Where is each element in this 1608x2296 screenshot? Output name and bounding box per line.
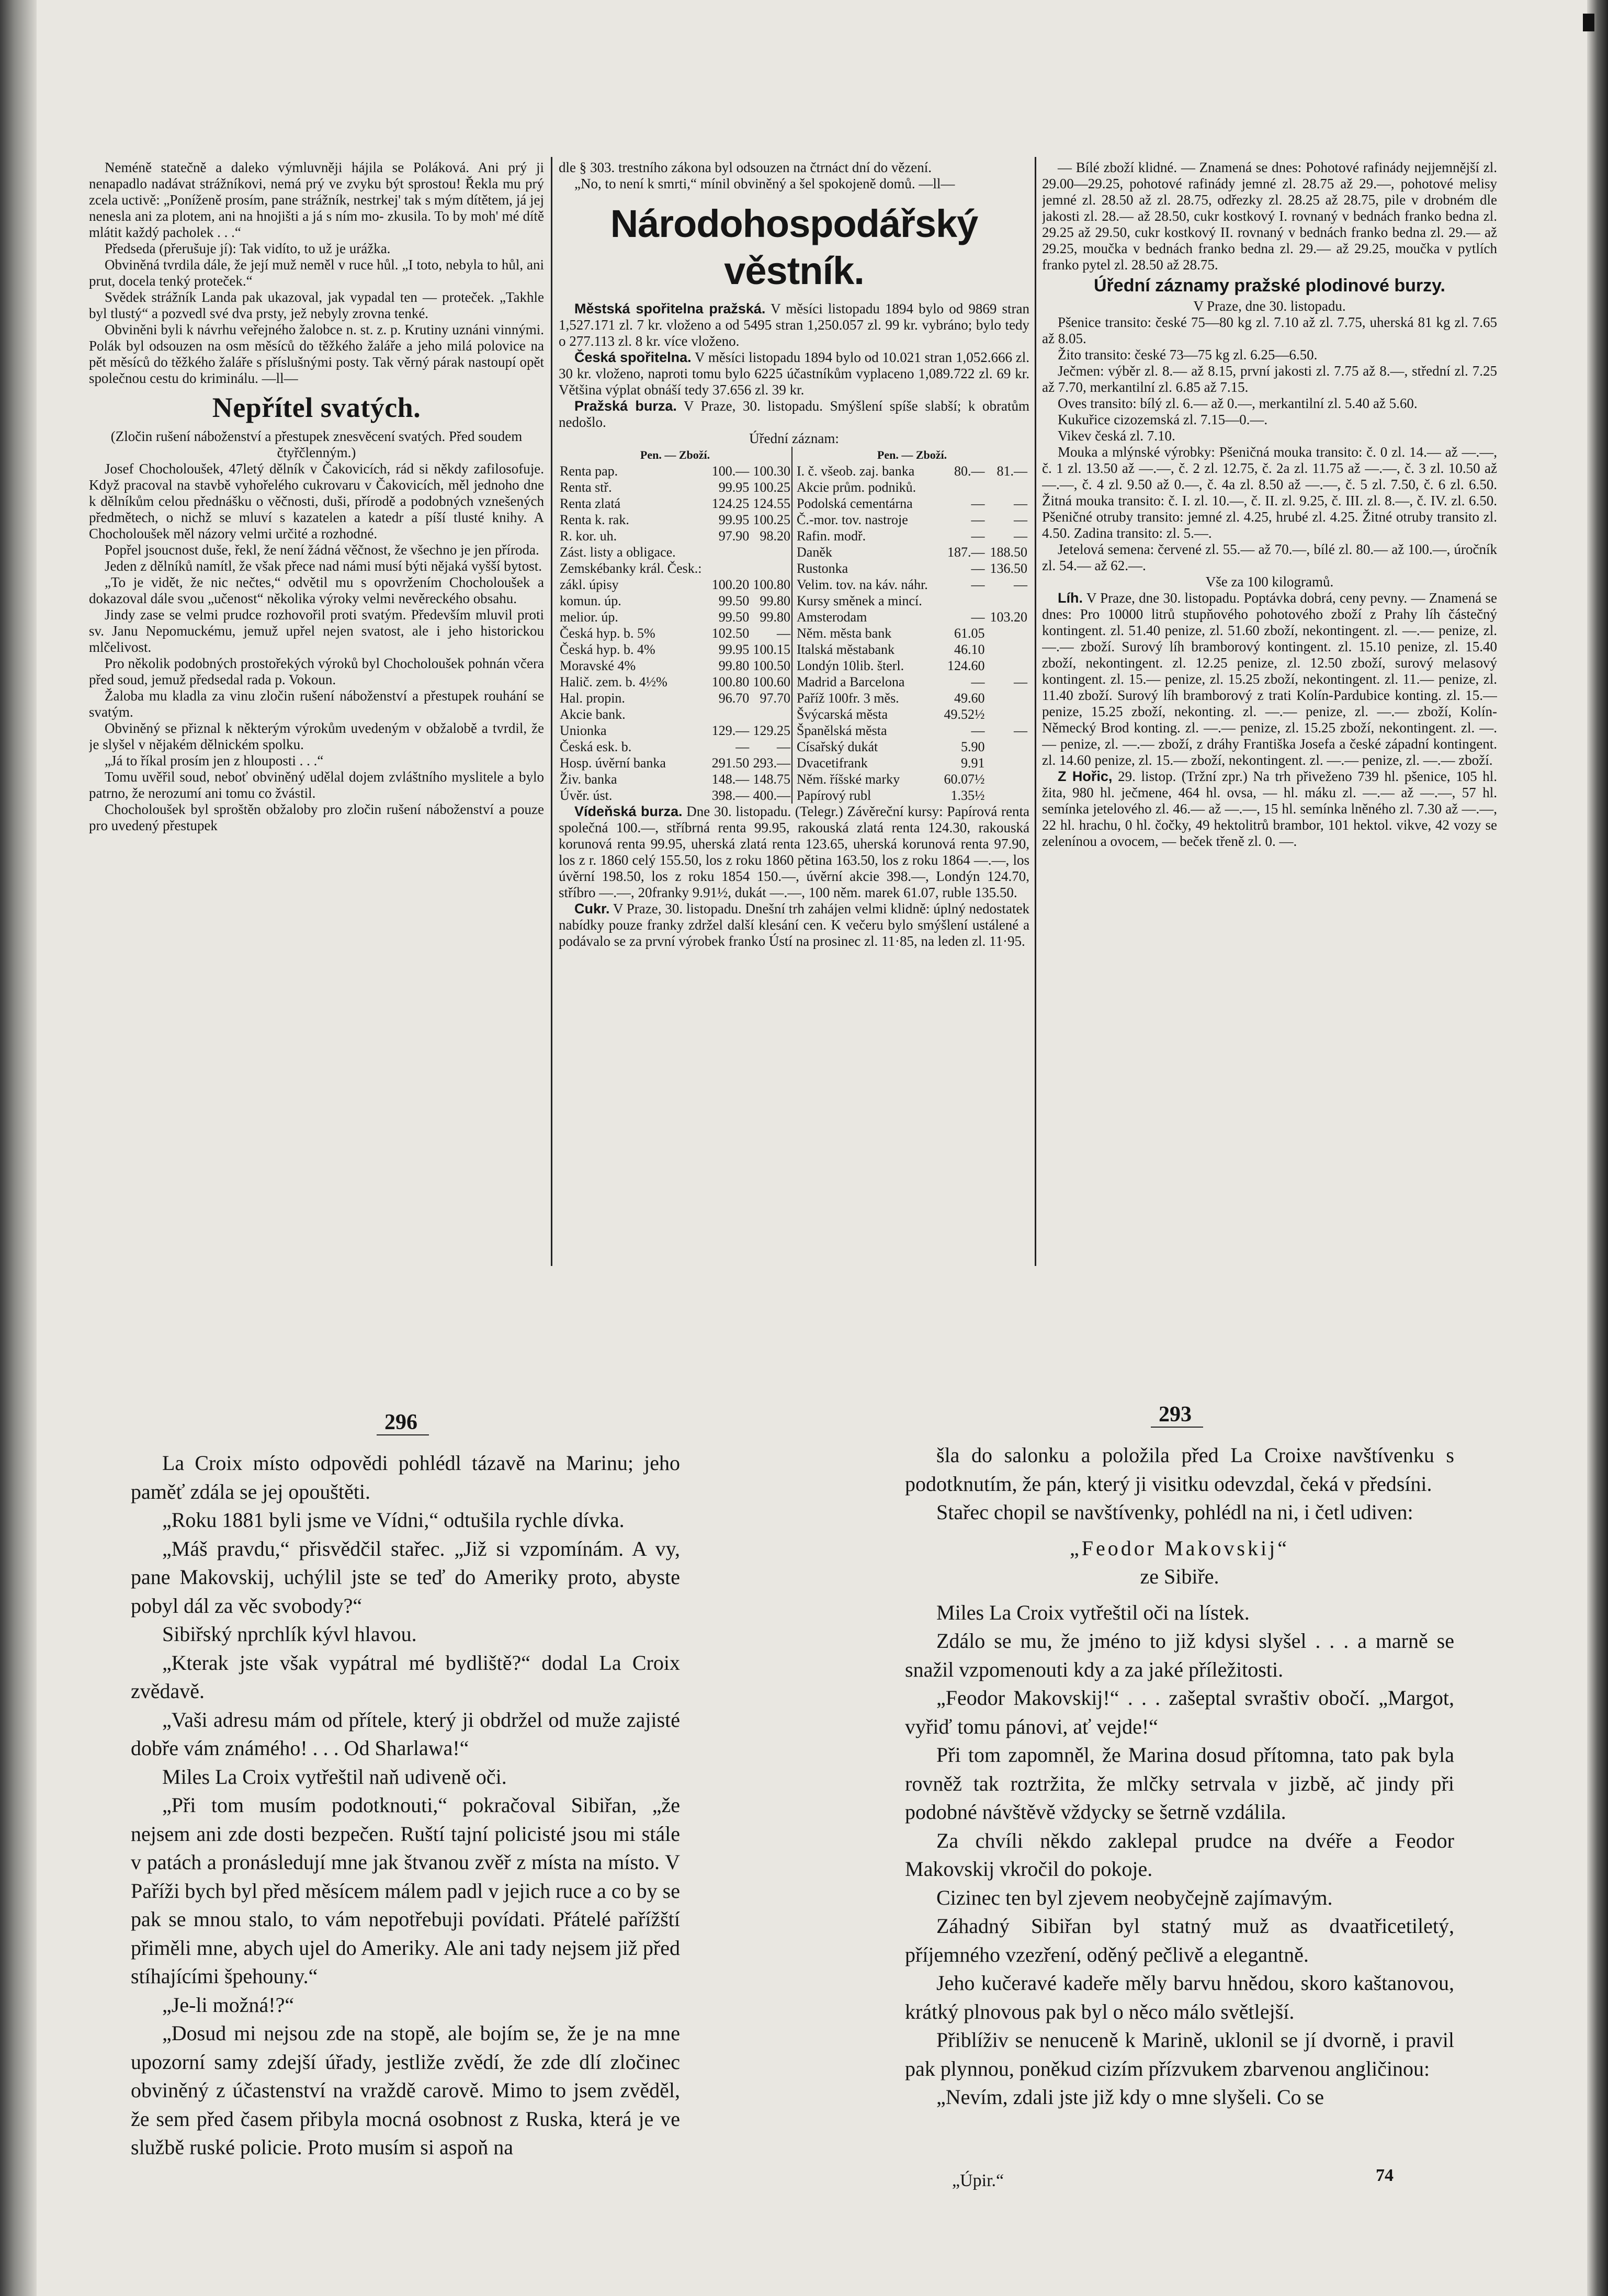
rate-value: 99.80 <box>718 658 750 673</box>
rate-value: 148.75 <box>753 772 790 787</box>
paragraph: Při tom zapomněl, že Marina dosud přítomna, tato pak byla rovněž tak roztržita, že mlčky setrvala v jizbě, ač jindy při podobné návštěvě vždycky se šetrně vzdálila. <box>905 1743 1454 1824</box>
footer-title: „Úpir.“ <box>952 2171 1004 2190</box>
rate-label: Unionka <box>560 723 607 738</box>
rate-row <box>796 512 1028 528</box>
rate-value: 398.— <box>711 788 750 803</box>
footer-signature-number: 74 <box>1376 2166 1394 2185</box>
rate-value <box>986 690 1029 706</box>
rate-value: 100.50 <box>753 658 790 673</box>
subsection-title: Úřední záznamy pražské plodinové burzy. <box>1094 276 1445 296</box>
rate-row <box>796 625 1028 641</box>
visiting-card-origin: ze Sibiře. <box>1140 1565 1219 1588</box>
paragraph: „Feodor Makovskij!“ . . . zašeptal svraštiv obočí. „Margot, vyřiď tomu pánovi, ať vejde!“ <box>905 1686 1454 1738</box>
page-number: 296 <box>384 1410 417 1434</box>
rate-label: Úvěr. úst. <box>560 788 613 803</box>
rate-row <box>559 463 791 479</box>
share-rates-table <box>796 463 1028 804</box>
rate-row <box>796 576 1028 593</box>
rate-row <box>796 739 1028 755</box>
rate-value: 99.95 <box>718 480 750 495</box>
rate-value <box>986 641 1029 658</box>
rate-value <box>986 706 1029 722</box>
rate-value: 9.91 <box>961 755 985 771</box>
page-number-rule <box>377 1434 429 1435</box>
rate-label: I. č. všeob. zaj. banka <box>797 463 915 479</box>
paragraph: „Já to říkal prosím jen z hlouposti . . .“ <box>105 753 324 768</box>
rate-label: Zemskébanky král. Česk.: <box>560 561 702 576</box>
paragraph: dle § 303. trestního zákona byl odsouzen na čtrnáct dní do vězení. <box>559 160 932 175</box>
paragraph: „No, to není k smrti,“ mínil obviněný a šel spokojeně domů. —ll— <box>574 176 955 191</box>
paragraph: Pro několik podobných prostořekých výroků byl Chocholoušek pohnán včera před soud, jemuž předsedal rada p. Vokoun. <box>89 655 544 687</box>
rate-value: 80.— <box>954 463 985 479</box>
rate-value: — <box>777 739 790 754</box>
rate-row <box>559 690 791 706</box>
scan-right-edge <box>1587 0 1608 2296</box>
paragraph: Jindy zase se velmi prudce rozhovořil proti svatým. Především mluvil proti sv. Janu Nepomuckému, jemuž upřel nejen svatost, ale i jeho historickou mlčelivost. <box>89 607 544 655</box>
rate-value: — <box>1014 723 1027 738</box>
rate-row <box>559 528 791 544</box>
paragraph: V Praze, dne 30. listopadu. <box>1193 298 1346 314</box>
rate-label: Daněk <box>797 545 832 560</box>
court-report-column <box>89 160 544 1284</box>
rate-value: 97.90 <box>718 528 750 544</box>
subsection-title: Vídeňská burza. <box>574 804 683 819</box>
subsection-title: Česká spořitelna. <box>574 349 692 365</box>
rate-label: Madrid a Barcelona <box>797 674 905 689</box>
paragraph: „Je-li možná!?“ <box>162 1993 295 2017</box>
rate-row <box>559 609 791 625</box>
paragraph: Neméně statečně a daleko výmluvněji hájila se Poláková. Ani prý ji nenapadlo nadávat strážníkovi, nemá prý ve zvyku být sprostou! Řekla mu prý zcela uctivě: „Poníženě prosím, pane strážník, nestrkej' tak s mým dítětem, já jej nenesla ani za plotem, ani na hnojišti a já s ním mo- zkusila. To by moh' mé dítě mlátit každý pacholek . . .“ <box>89 160 544 240</box>
subsection-title: Městská spořitelna pražská. <box>574 301 766 316</box>
section-title: Národohospodářský věstník. <box>610 202 978 292</box>
rate-row <box>796 674 1028 690</box>
rate-value: 81.— <box>996 463 1027 479</box>
rate-value: 124.25 <box>711 496 750 511</box>
rate-label: Česká hyp. b. 5% <box>560 626 655 641</box>
rate-value: 61.05 <box>954 626 985 641</box>
rate-value: — <box>971 561 985 576</box>
rate-label: Rustonka <box>797 561 848 576</box>
rate-value: 129.25 <box>753 723 790 738</box>
rate-row <box>796 609 1028 625</box>
article-heading: Nepřítel svatých. <box>212 392 421 423</box>
rate-value: 49.52½ <box>944 707 985 722</box>
paragraph: „Roku 1881 byli jsme ve Vídni,“ odtušila rychle dívka. <box>162 1508 625 1532</box>
rate-row <box>796 706 1028 722</box>
rate-label: Moravské 4% <box>560 658 636 673</box>
rate-value <box>986 593 1029 609</box>
rate-label: Česká esk. b. <box>560 739 632 754</box>
rate-row <box>559 771 791 787</box>
rate-value: — <box>1014 674 1027 689</box>
rate-value <box>709 544 750 560</box>
paragraph: Kukuřice cizozemská zl. 7.15—0.—. <box>1058 412 1268 427</box>
rate-row <box>559 512 791 528</box>
paragraph: Za chvíli někdo zaklepal prudce na dvéře a Feodor Makovskij vkročil do pokoje. <box>905 1828 1454 1881</box>
rate-row <box>559 576 791 593</box>
rate-value: — <box>1014 512 1027 527</box>
rate-value: — <box>971 609 985 625</box>
rate-label: Kursy směnek a mincí. <box>797 593 922 608</box>
table-column-header: Pen. — Zboží. <box>640 448 710 461</box>
table-column-header: Pen. — Zboží. <box>877 448 947 461</box>
rate-value <box>750 706 791 722</box>
rate-label: komun. úp. <box>560 593 621 608</box>
rate-label: Papírový rubl <box>797 788 871 803</box>
subsection-title: Cukr. <box>574 901 610 917</box>
paragraph: Přiblíživ se nenuceně k Marině, uklonil se jí dvorně, i pravil pak plynnou, poněkud cizím přízvukem zbarvenou angličinou: <box>905 2028 1454 2080</box>
paragraph: — Bílé zboží klidné. — Znamená se dnes: Pohotové rafinády nejjemnější zl. 29.00—29.25, pohotové rafinády jemné zl. 28.75 až 29.—, pohotové melisy jemné zl. 28.50 až zl. 28.75, odřezky zl. 28.25 až 28.75, pile v drobném dle jakosti zl. 28.— až 28.50, cukr kostkový I. rovnaný v bednách franko bedna zl. 29.25 až 29.50, cukr kostkový II. rovnaný v bednách franko bedna zl. 29.— až 29.25, moučka v bednách franko bedna zl. 29.— až 29.25, moučka v pytlích franko pytel zl. 28.50 až 28.75. <box>1042 160 1497 273</box>
paragraph: Obviněná tvrdila dále, že její muž neměl v ruce hůl. „I toto, nebyla to hůl, ani prut, docela tenký proteček.“ <box>89 257 544 289</box>
page-number: 293 <box>1159 1403 1192 1427</box>
scan-left-edge <box>0 0 37 2296</box>
paragraph: „Nevím, zdali jste již kdy o mne slyšeli. Co se <box>936 2085 1324 2109</box>
rate-label: melior. úp. <box>560 609 618 625</box>
rate-label: Švýcarská města <box>797 707 888 722</box>
rate-label: Renta k. rak. <box>560 512 629 527</box>
paragraph: „To je vidět, že nic nečtes,“ odvětil mu s opovržením Chocholoušek a dokazoval dále svou „učenost“ několika výroky velmi nevěreckého obsahu. <box>89 574 544 606</box>
rate-value: 100.25 <box>753 512 790 527</box>
rates-table-right-wrap <box>796 447 1028 804</box>
paragraph: Josef Chocholoušek, 47letý dělník v Čakovicích, rád si někdy zafilosofuje. Když pracoval na stavbě vyhořelého cukrovaru v Čakovicích, měl jednoho dne k dělníkům celou přednášku o věčnosti, duši, přírodě a podobných vznešených předmětech, o nichž se mluví s kazatelen a katedr a píší tlusté knihy. A Chocholoušek měl názory velmi určité a rozhodné. <box>89 461 544 541</box>
rate-label: Renta zlatá <box>560 496 621 511</box>
rate-row <box>796 722 1028 739</box>
paragraph: Miles La Croix vytřeštil naň udiveně oči. <box>162 1765 507 1789</box>
rate-value: 100.15 <box>753 642 790 657</box>
rate-label: Akcie prům. podniků. <box>797 480 916 495</box>
rate-row <box>796 690 1028 706</box>
rate-value: — <box>971 577 985 592</box>
rate-row <box>559 560 791 576</box>
rate-value: — <box>1014 528 1027 544</box>
rates-tables <box>559 447 1029 804</box>
rate-value: 102.50 <box>711 626 750 641</box>
market-column <box>1042 160 1497 1284</box>
rate-row <box>796 771 1028 787</box>
rate-value <box>986 755 1029 771</box>
paragraph: Mouka a mlýnské výrobky: Pšeničná mouka transito: č. 0 zl. 14.— až —.—, č. 1 zl. 13.50 až —.—, č. 2 zl. 12.75, č. 2a zl. 11.75 až —.—, č. 3 zl. 10.50 až —.—, č. 4 zl. 9.50 až 0.—, č. 4a zl. 8.50 až —.—, č. 5 zl. 7.50, č. 6 zl. 6.50. Žitná mouka transito: č. I. zl. 10.—, č. II. zl. 9.25, č. III. zl. 8.—, č. IV. zl. 6.50. Pšeničné otruby transito: jemné zl. 4.25, hrubé zl. 4.25. Žitné otruby transito zl. 4.50. Zadina transito: zl. 5.—. <box>1042 444 1497 541</box>
rate-label: R. kor. uh. <box>560 528 617 544</box>
paragraph: Sibiřský nprchlík kývl hlavou. <box>162 1622 417 1646</box>
paragraph: Obviněni byli k návrhu veřejného žalobce n. st. z. p. Krutiny uznáni vinnými. Polák byl odsouzen na osm měsíců do těžkého žaláře a jeho milá polovice na pět měsíců do těžkého žaláře s příslušnými posty. Tak věrný párak nastoupí opět společnou cestu do kriminálu. —ll— <box>89 322 544 386</box>
paragraph: V měsíci listopadu 1894 bylo od 10.021 stran 1,052.666 zl. 30 kr. vloženo, naproti tomu bylo 6225 účastníkům vyplaceno 1,089.722 zl. 69 kr. Většina výplat obnáší tedy 37.656 zl. 39 kr. <box>559 349 1029 398</box>
rate-row <box>559 625 791 641</box>
rate-value <box>939 593 986 609</box>
column-rule <box>1035 157 1036 1266</box>
rate-label: Podolská cementárna <box>797 496 913 511</box>
rate-value <box>750 560 791 576</box>
rate-value: — <box>1014 577 1027 592</box>
rate-row <box>796 560 1028 576</box>
rate-label: Zást. listy a obligace. <box>560 545 676 560</box>
rate-label: Renta pap. <box>560 463 618 479</box>
rate-value <box>939 479 986 495</box>
paragraph: V Praze, 30. listopadu. Smýšlení spíše slabší; k obratům nedošlo. <box>559 398 1029 430</box>
paragraph: Tomu uvěřil soud, neboť obviněný udělal dojem zvláštního myslitele a bylo patrno, že nerozumí ani tomu co žvástil. <box>89 769 544 801</box>
rate-value: 100.— <box>711 463 750 479</box>
rate-label: Paříž 100fr. 3 měs. <box>797 691 899 706</box>
rate-row <box>559 755 791 771</box>
rate-row <box>796 641 1028 658</box>
visiting-card-name: „Feodor Makovskij“ <box>1070 1536 1289 1560</box>
rate-label: Císařský dukát <box>797 739 878 754</box>
rate-value: 100.30 <box>753 463 790 479</box>
rate-row <box>796 495 1028 512</box>
rate-value <box>986 771 1029 787</box>
rate-row <box>796 658 1028 674</box>
rate-label: Amsterodam <box>797 609 867 625</box>
rate-label: Španělská města <box>797 723 887 738</box>
rate-value: 136.50 <box>990 561 1027 576</box>
paragraph: Ječmen: výběr zl. 8.— až 8.15, první jakosti zl. 7.75 až 8.—, střední zl. 7.25 až 7.70, merkantilní zl. 6.85 až 7.15. <box>1042 363 1497 395</box>
rate-value <box>986 658 1029 674</box>
rate-value: 98.20 <box>760 528 790 544</box>
rate-value: — <box>735 739 750 754</box>
rate-label: Něm. říšské marky <box>797 772 900 787</box>
rate-row <box>559 722 791 739</box>
paragraph: Miles La Croix vytřeštil oči na lístek. <box>936 1600 1250 1624</box>
economic-column <box>559 160 1029 1284</box>
rate-value: 291.50 <box>711 755 750 771</box>
paragraph: „Dosud mi nejsou zde na stopě, ale bojím se, že je na mne upozorní samy zdejší úřady, jestliže zvědí, že zde dlí zločinec obviněný z účastenství na vraždě carově. Mimo to jsem zvěděl, že sem před časem přibyla mocná osobnost z Ruska, která je ve službě ruské policie. Proto musím si aspoň na <box>131 2021 680 2159</box>
rate-value: 99.95 <box>718 512 750 527</box>
paragraph: Stařec chopil se navštívenky, pohlédl na ni, i četl udiven: <box>936 1500 1413 1524</box>
rate-value <box>709 560 750 576</box>
paragraph: „Vaši adresu mám od přítele, který ji obdržel od muže zajisté dobře vám známého! . . . Od Sharlawa!“ <box>131 1707 680 1760</box>
rate-value <box>986 625 1029 641</box>
paragraph: V měsíci listopadu 1894 bylo od 9869 stran 1,527.171 zl. 7 kr. vloženo a od 5495 stran 1,250.057 zl. 99 kr. vybráno; bylo tedy o 277.113 zl. 8 kr. více vloženo. <box>559 301 1029 349</box>
rate-value: 99.50 <box>718 609 750 625</box>
rate-value: 97.70 <box>760 691 790 706</box>
paragraph: Popřel jsoucnost duše, řekl, že není žádná věčnost, že všechno je jen příroda. <box>105 542 539 558</box>
bond-rates-table <box>559 463 791 804</box>
rate-value: 1.35½ <box>950 788 985 803</box>
rate-value: 99.80 <box>760 593 790 608</box>
rates-table-left-wrap <box>559 447 792 804</box>
paragraph: La Croix místo odpovědi pohlédl tázavě na Marinu; jeho paměť zdála se jej opouštěti. <box>131 1451 680 1503</box>
rate-row <box>559 658 791 674</box>
rate-row <box>796 593 1028 609</box>
rate-label: Londýn 10lib. šterl. <box>797 658 904 673</box>
paragraph: „Při tom musím podotknouti,“ pokračoval Sibiřan, „že nejsem ani zde dosti bezpečen. Ruští tajní policisté jsou mi stále v patách a pronásledují mne jak štvanou zvěř z místa na místo. V Paříži bych byl před měsícem málem padl v jejich ruce a co by se pak se mnou stalo, to vám nepotřebuji povídati. Přátelé pařížští přiměli mne, abych ujel do Ameriky. Ale ani tady nejsem již před stíhajícími špehouny.“ <box>131 1793 680 1988</box>
rate-label: Rafin. modř. <box>797 528 866 544</box>
paragraph: Dne 30. listopadu. (Telegr.) Závěreční kursy: Papírová renta společná 100.—, stříbrná renta 99.95, rakouská zlatá renta 124.30, rakouská korunová renta 99.95, uherská zlatá renta 123.65, uherská korunová renta 97.90, los z r. 1860 celý 155.50, los z roku 1860 pětina 163.50, los z roku 1864 —.—, los úvěrní 198.50, los z roku 1854 150.—, úvěrní akcie 398.—, Londýn 124.70, stříbro —.—, 20franky 9.91½, dukát —.—, 100 něm. marek 61.07, ruble 135.50. <box>559 804 1029 900</box>
rate-value: 99.50 <box>718 593 750 608</box>
rate-value: 400.— <box>753 788 790 803</box>
subsection-title: Líh. <box>1058 590 1083 606</box>
rate-value: 100.20 <box>711 577 750 592</box>
rate-value: 5.90 <box>961 739 985 754</box>
rate-value: — <box>971 528 985 544</box>
rate-row <box>796 544 1028 560</box>
paragraph: „Máš pravdu,“ přisvědčil stařec. „Již si vzpomínám. A vy, pane Makovskij, uchýlil jste se teď do Ameriky proto, abyste pobyl dál za věc svobody?“ <box>131 1536 680 1618</box>
rate-value <box>750 544 791 560</box>
paragraph: Obviněný se přiznal k některým výrokům uvedeným v obžalobě a tvrdil, že je slyšel v nějakém dělnickém spolku. <box>89 720 544 752</box>
rate-value: 100.25 <box>753 480 790 495</box>
rate-value: 148.— <box>711 772 750 787</box>
rate-row <box>559 641 791 658</box>
paragraph: Vše za 100 kilogramů. <box>1205 574 1334 590</box>
rate-row <box>559 593 791 609</box>
paragraph: šla do salonku a položila před La Croixe navštívenku s podotknutím, že pán, který ji visitku odevzdal, čeká v předsíni. <box>905 1443 1454 1496</box>
paragraph: V Praze, dne 30. listopadu. Poptávka dobrá, ceny pevny. — Znamená se dnes: Pro 10000 litrů stupňového pohotového zboží z Prahy líh částečný kontingent. zl. 51.40 penize, zl. 51.60 zboží, nekontingent. zl. —.— penize, zl. —.— zboží. Surový líh bramborový kontingent. zl. 15.10 penize, zl. 15.40 zboží, nekontingent. zl. 12.25 penize, zl. 12.50 zboží, surový melasový kontingent. zl. 15.— penize, zl. 15.25 zboží, nekontingent. zl. 11.— penize, zl. 11.40 zboží. Surový líh bramborový z trati Kolín-Pardubice konting. zl. 15.— penize, 15.25 zboží, nekonting. zl. —.— penize, zl. —.— zboží, Kolín-Německý Brod konting. zl. —.— penize, zl. 15.25 zboží, nekontingent. zl. —.— penize, zl. —.— zboží, z dráhy Františka Josefa a české západní kontingent. zl. 14.60 penize, zl. 15.— zboží, nekontingent. zl. —.— penize, zl. —.— zboží. <box>1042 590 1497 768</box>
paragraph: V Praze, 30. listopadu. Dnešní trh zahájen velmi klidně: úplný nedostatek nabídky pouze franky zdržel další klesání cen. K večeru bylo smýšlení ustálené a podávalo se za první výrobek franko Ústí na prosinec zl. 11·85, na leden zl. 11·95. <box>559 901 1029 949</box>
rate-label: Renta stř. <box>560 480 612 495</box>
paragraph: Jetelová semena: červené zl. 55.— až 70.—, bílé zl. 80.— až 100.—, úročník zl. 54.— až 62.—. <box>1042 541 1497 573</box>
rate-value: 124.60 <box>947 658 985 673</box>
rate-label: Italská městabank <box>797 642 894 657</box>
rate-value: 96.70 <box>718 691 750 706</box>
rate-row <box>559 787 791 804</box>
rate-row <box>559 706 791 722</box>
paragraph: Svědek strážník Landa pak ukazoval, jak vypadal ten — proteček. „Takhle byl tlustý“ a pozvedl své dva prsty, jež nebyly zrovna tenké. <box>89 289 544 321</box>
rate-value: — <box>971 496 985 511</box>
rate-row <box>796 463 1028 479</box>
rate-row <box>796 755 1028 771</box>
paragraph: Pšenice transito: české 75—80 kg zl. 7.10 až zl. 7.75, uherská 81 kg zl. 7.65 až 8.05. <box>1042 314 1497 346</box>
rate-value: — <box>971 723 985 738</box>
rate-label: Akcie bank. <box>560 707 626 722</box>
rate-label: Živ. banka <box>560 772 617 787</box>
rate-row <box>559 495 791 512</box>
rate-value: 187.— <box>947 545 985 560</box>
rate-label: Česká hyp. b. 4% <box>560 642 655 657</box>
paragraph: „Kterak jste však vypátral mé bydliště?“ dodal La Croix zvědavě. <box>131 1650 680 1703</box>
paragraph: Chocholoušek byl sproštěn obžaloby pro zločin rušení náboženství a pouze pro uvedený přestupek <box>89 801 544 833</box>
rate-value: 100.80 <box>711 674 750 689</box>
rate-label: zákl. úpisy <box>560 577 619 592</box>
paragraph: Žito transito: české 73—75 kg zl. 6.25—6.50. <box>1058 347 1318 363</box>
rate-label: Hal. propin. <box>560 691 625 706</box>
rate-value: 124.55 <box>753 496 790 511</box>
rate-row <box>559 479 791 495</box>
paragraph: Předseda (přerušuje jí): Tak vidíto, to už je urážka. <box>105 241 391 256</box>
rate-value: — <box>1014 496 1027 511</box>
rate-label: Dvacetifrank <box>797 755 868 771</box>
rate-row <box>796 787 1028 804</box>
rate-value: 60.07½ <box>944 772 985 787</box>
rate-value: 100.60 <box>753 674 790 689</box>
rate-row <box>796 479 1028 495</box>
rate-value: — <box>971 512 985 527</box>
rate-value: 293.— <box>753 755 790 771</box>
paragraph: Vikev česká zl. 7.10. <box>1058 428 1175 444</box>
rate-value: 188.50 <box>990 545 1027 560</box>
rate-row <box>559 739 791 755</box>
rate-row <box>559 544 791 560</box>
article-subheading: (Zločin rušení náboženství a přestupek znesvěcení svatých. Před soudem čtyřčlenným.) <box>110 428 523 460</box>
rate-row <box>796 528 1028 544</box>
table-caption: Úřední záznam: <box>749 431 839 446</box>
rate-value <box>986 479 1029 495</box>
paragraph: Záhadný Sibiřan byl statný muž as dvaatřicetiletý, příjemného vzezření, oděný pečlivě a elegantně. <box>905 1914 1454 1966</box>
rate-value: — <box>971 674 985 689</box>
paragraph: Jeden z dělníků namítl, že však přece nad námi musí býti nějaká vyšší bytost. <box>105 558 542 574</box>
rate-row <box>559 674 791 690</box>
rate-value <box>986 787 1029 804</box>
paragraph: Oves transito: bílý zl. 6.— až 0.—, merkantilní zl. 5.40 až 5.60. <box>1058 395 1418 411</box>
paragraph: Zdálo se mu, že jméno to již kdysi slyšel . . . a marně se snažil vzpomenouti kdy a za jaké příležitosti. <box>905 1629 1454 1681</box>
rate-label: Velim. tov. na káv. náhr. <box>797 577 928 592</box>
novel-page-296 <box>131 1449 680 2223</box>
paragraph: Žaloba mu kladla za vinu zločin rušení náboženství a přestupek rouhání se svatým. <box>89 688 544 720</box>
rate-value: 99.80 <box>760 609 790 625</box>
column-rule <box>551 157 552 1266</box>
rate-value <box>986 739 1029 755</box>
rate-label: Halič. zem. b. 4½% <box>560 674 667 689</box>
rate-value: 99.95 <box>718 642 750 657</box>
novel-page-293 <box>905 1441 1454 2163</box>
rate-label: Č.-mor. tov. nastroje <box>797 512 908 527</box>
rate-value: 129.— <box>711 723 750 738</box>
rate-value: 49.60 <box>954 691 985 706</box>
subsection-title: Pražská burza. <box>574 398 677 414</box>
rate-value <box>709 706 750 722</box>
rate-value: 100.80 <box>753 577 790 592</box>
paragraph: 29. listop. (Tržní zpr.) Na trh přiveženo 739 hl. pšenice, 105 hl. žita, 980 hl. ječmene, 464 hl. ovsa, — hl. máku zl. —.— až —.—, 57 hl. semínka jetelového zl. 46.— až —.—, 15 hl. semínka lněného zl. 7.30 až —.—, 22 hl. hrachu, 0 hl. čočky, 49 hektolitrů brambor, 101 hektol. vikve, 42 vozy se zelenínou a ovocem, — beček třeně zl. 0. —. <box>1042 768 1497 849</box>
paragraph: Jeho kučeravé kadeře měly barvu hnědou, skoro kaštanovou, krátký plnovous pak byl o něco málo světlejší. <box>905 1971 1454 2023</box>
paragraph: Cizinec ten byl zjevem neobyčejně zajímavým. <box>936 1885 1333 1909</box>
page-number-rule <box>1151 1427 1203 1428</box>
rate-label: Hosp. úvěrní banka <box>560 755 666 771</box>
rate-value: 46.10 <box>954 642 985 657</box>
rate-value: 103.20 <box>990 609 1027 625</box>
subsection-title: Z Hořic, <box>1058 768 1113 784</box>
rate-label: Něm. města bank <box>797 626 892 641</box>
scan-corner-mark <box>1583 14 1594 31</box>
rate-value: — <box>777 626 790 641</box>
